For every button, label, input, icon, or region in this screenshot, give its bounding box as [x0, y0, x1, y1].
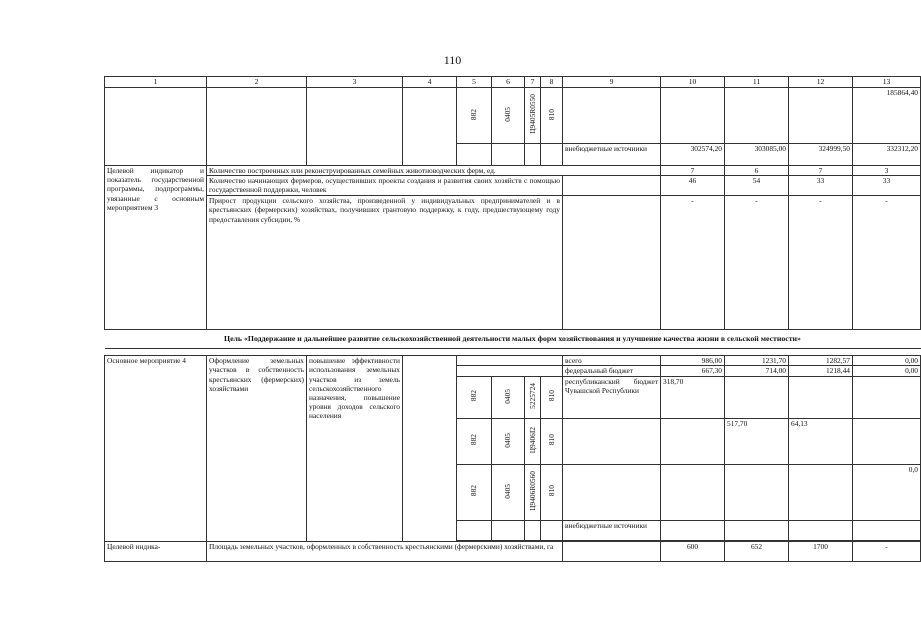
indicator-text: Количество построенных или реконструированных семейных животноводческих ферм, ед.: [207, 166, 661, 176]
value-cell: 652: [725, 541, 789, 561]
page-number: 110: [443, 53, 462, 67]
code-cell: 0405: [503, 388, 513, 404]
value-cell: 0,0: [853, 464, 921, 520]
col-header: 2: [207, 77, 307, 88]
measure-description: Оформление земельных участков в собственность крестьянских (фермерских) хозяйствами: [207, 356, 307, 541]
value-cell: 667,30: [661, 366, 725, 376]
value-cell: 7: [789, 166, 853, 176]
code-cell: 882: [469, 108, 479, 120]
col-header: 11: [725, 77, 789, 88]
code-cell: Ц9405R0550: [527, 94, 537, 135]
col-header: 13: [853, 77, 921, 88]
value-cell: 517,70: [725, 418, 789, 464]
measure-label: Основное мероприятие 4: [105, 356, 207, 541]
table-row: [105, 166, 921, 176]
value-cell: 46: [661, 176, 725, 196]
measure-result: повышение эффективности использования земельных участков из земель сельскохозяйственного назначения, повышение уровня доходов сельского населения: [307, 356, 403, 541]
value-cell: 1282,57: [789, 356, 853, 366]
value-cell: 714,00: [725, 366, 789, 376]
code-cell: Ц9406R0560: [527, 471, 537, 511]
value-cell: 1700: [789, 541, 853, 561]
code-cell: 810: [546, 108, 556, 120]
value-cell: 3: [853, 166, 921, 176]
code-cell: 0405: [503, 432, 513, 448]
indicator-label: Целевой индика-: [105, 541, 207, 561]
source-label: внебюджетные источники: [563, 520, 661, 540]
value-cell: 54: [725, 176, 789, 196]
value-cell: 33: [789, 176, 853, 196]
value-cell: -: [725, 196, 789, 330]
col-header: 4: [403, 77, 457, 88]
table-row: [105, 196, 921, 330]
code-cell: 0405: [503, 483, 513, 499]
indicator-text: Прирост продукции сельского хозяйства, произведенной у индивидуальных предпринимателей и в крестьянских (фермерских) хозяйствах, получивших грантовую поддержку, к году, предшествующему году предоставления субсидии, %: [207, 196, 563, 330]
value-cell: -: [661, 196, 725, 330]
value-cell: 6: [725, 166, 789, 176]
value-cell: 0,00: [853, 366, 921, 376]
col-header: 10: [661, 77, 725, 88]
indicator-text: Количество начинающих фермеров, осуществивших проекты создания и развития своих хозяйств с помощью государственной поддержки, человек: [207, 176, 563, 196]
value-cell: 7: [661, 166, 725, 176]
value-cell: -: [853, 541, 921, 561]
value-cell: 33: [853, 176, 921, 196]
code-cell: 5225724: [527, 382, 537, 409]
col-header: 7: [525, 77, 541, 88]
header-row: [105, 77, 921, 88]
value-cell: 318,70: [661, 376, 725, 418]
col-header: 6: [492, 77, 525, 88]
code-cell: 882: [469, 390, 479, 402]
code-cell: 882: [469, 434, 479, 446]
table-row: [105, 176, 921, 196]
value-cell: -: [789, 196, 853, 330]
source-label: всего: [563, 356, 661, 366]
value-cell: 1231,70: [725, 356, 789, 366]
value-cell: 303085,00: [725, 144, 789, 166]
value-cell: 332312,20: [853, 144, 921, 166]
value-cell: 986,00: [661, 356, 725, 366]
value-cell: -: [853, 196, 921, 330]
code-cell: Ц9406I2: [527, 426, 537, 454]
indicator-text: Площадь земельных участков, оформленных в собственность крестьянскими (фермерскими) хозяйствами, га: [207, 541, 563, 561]
value-cell: 302574,20: [661, 144, 725, 166]
value-cell: 0,00: [853, 356, 921, 366]
source-label: внебюджетные источники: [563, 144, 661, 166]
col-header: 12: [789, 77, 853, 88]
value-cell: 324999,50: [789, 144, 853, 166]
col-header: 1: [105, 77, 207, 88]
value-cell: 64,13: [789, 418, 853, 464]
table-row: [105, 88, 921, 144]
code-cell: 810: [546, 390, 556, 402]
col-header: 9: [563, 77, 661, 88]
budget-table: [104, 76, 921, 562]
code-cell: 810: [546, 434, 556, 446]
value-cell: 185864,40: [853, 88, 921, 144]
table-row: [105, 356, 921, 366]
code-cell: 882: [469, 485, 479, 497]
goal-title: Цель «Поддержание и дальнейшее развитие сельскохозяйственной деятельности малых форм хозяйствования и улучшение качества жизни в сельской местности»: [105, 330, 921, 349]
value-cell: 1218,44: [789, 366, 853, 376]
col-header: 8: [541, 77, 563, 88]
source-label: республиканский бюджет Чувашской Республики: [563, 376, 661, 418]
code-cell: 0405: [503, 107, 513, 122]
indicator-label: Целевой индикатор и показатель государственной программы, подпрограммы, увязанные с основным мероприятием 3: [105, 166, 207, 330]
value-cell: 600: [661, 541, 725, 561]
col-header: 3: [307, 77, 403, 88]
code-cell: 810: [546, 485, 556, 497]
table-row: [105, 541, 921, 561]
source-label: федеральный бюджет: [563, 366, 661, 376]
goal-row: [105, 330, 921, 349]
col-header: 5: [457, 77, 492, 88]
